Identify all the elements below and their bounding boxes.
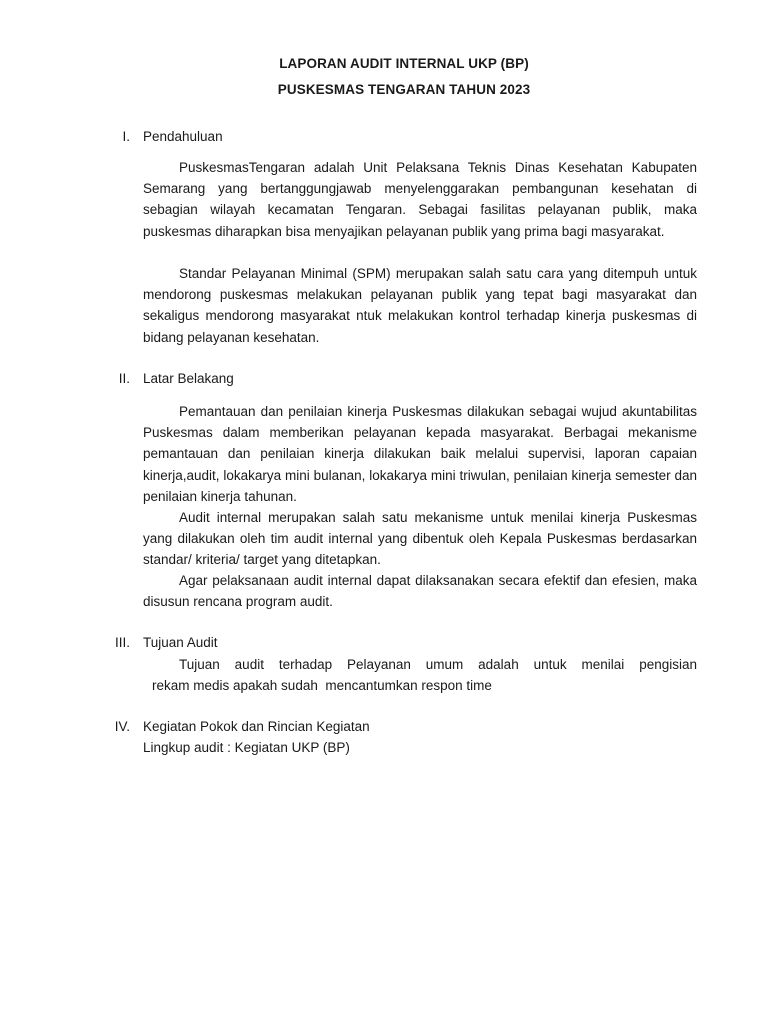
document-title-line2: PUSKESMAS TENGARAN TAHUN 2023 [277, 82, 531, 97]
section-2-paragraph-3: Agar pelaksanaan audit internal dapat dilaksanakan secara efektif dan efesien, maka disusun rencana program audit. [143, 573, 697, 610]
section-3-text-line-1: Tujuan audit terhadap Pelayanan umum adalah untuk menilai pengisian [179, 657, 697, 672]
section-4-heading: Kegiatan Pokok dan Rincian Kegiatan [143, 719, 370, 734]
section-3-number: III. [114, 635, 130, 650]
section-2-number: II. [118, 371, 130, 386]
section-4-text-line-1: Lingkup audit : Kegiatan UKP (BP) [143, 740, 350, 755]
section-2-paragraph-2: Audit internal merupakan salah satu mekanisme untuk menilai kinerja Puskesmas yang dilakukan oleh tim audit internal yang dibentuk oleh Kepala Puskesmas berdasarkan standar/ kriteria/ target yang ditetapkan. [143, 510, 697, 568]
section-3-text-line-2: rekam medis apakah sudah mencantumkan respon time [152, 678, 492, 693]
section-1-paragraph-1: PuskesmasTengaran adalah Unit Pelaksana Teknis Dinas Kesehatan Kabupaten Semarang yang bertanggungjawab menyelenggarakan pembangunan kesehatan di sebagian wilayah kecamatan Tengaran. Sebagai fasilitas pelayanan publik, maka puskesmas diharapkan bisa menyajikan pelayanan publik yang prima bagi masyarakat. [143, 160, 697, 239]
document-title-line1: LAPORAN AUDIT INTERNAL UKP (BP) [279, 56, 529, 71]
section-1-paragraph-2: Standar Pelayanan Minimal (SPM) merupakan salah satu cara yang ditempuh untuk mendorong puskesmas melakukan pelayanan publik yang tepat bagi masyarakat dan sekaligus mendorong masyarakat ntuk melakukan kontrol terhadap kinerja puskesmas di bidang pelayanan kesehatan. [143, 266, 697, 345]
section-1-number: I. [122, 129, 130, 144]
section-4-number: IV. [114, 719, 130, 734]
section-1-heading: Pendahuluan [143, 129, 223, 144]
section-2-paragraph-1: Pemantauan dan penilaian kinerja Puskesmas dilakukan sebagai wujud akuntabilitas Puskesmas dalam memberikan pelayanan kepada masyarakat. Berbagai mekanisme pemantauan dan penilaian kinerja dilakukan baik melalui supervisi, laporan capaian kinerja,audit, lokakarya mini bulanan, lokakarya mini triwulan, penilaian kinerja semester dan penilaian kinerja tahunan. [143, 404, 697, 504]
section-3-heading: Tujuan Audit [143, 635, 218, 650]
section-2-heading: Latar Belakang [143, 371, 234, 386]
